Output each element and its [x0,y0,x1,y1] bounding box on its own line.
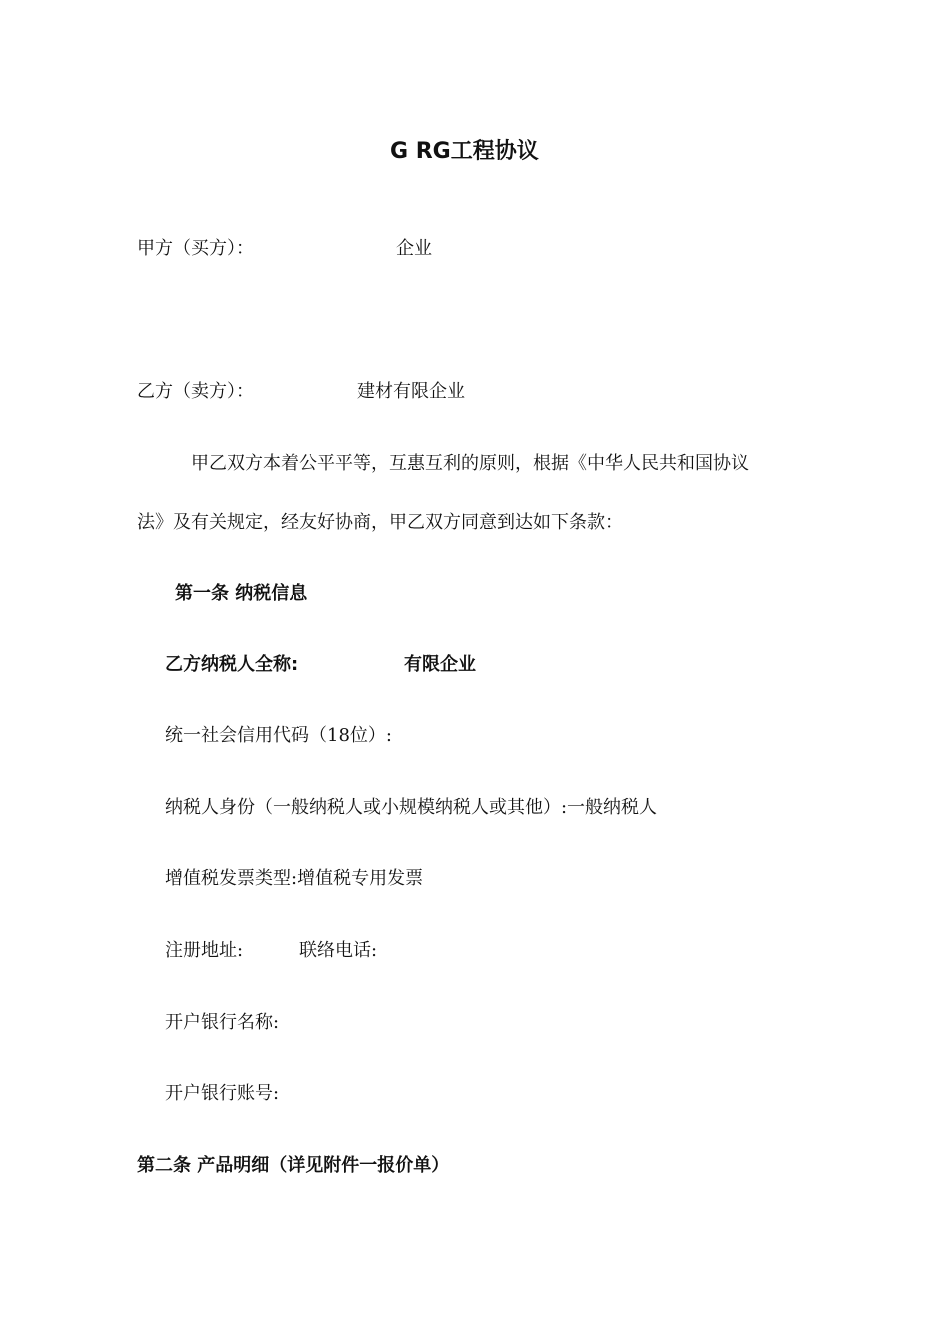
article-1-heading: 第一条 纳税信息 [175,583,308,604]
party-a-value: 企业 [396,238,432,259]
party-b-label: 乙方（卖方）： [137,381,254,402]
intro-line-2: 法》及有关规定，经友好协商，甲乙双方同意到达如下条款： [137,512,623,533]
invoice-type: 增值税发票类型:增值税专用发票 [165,868,424,889]
document-title: G RG工程协议 [390,139,539,164]
taxpayer-status: 纳税人身份（一般纳税人或小规模纳税人或其他）:一般纳税人 [165,797,658,818]
credit-code-label: 统一社会信用代码（18位）: [165,725,392,746]
taxpayer-name-value: 有限企业 [404,654,476,675]
bank-name-label: 开户银行名称: [165,1012,280,1033]
intro-line-1: 甲乙双方本着公平平等，互惠互利的原则，根据《中华人民共和国协议 [191,453,749,474]
taxpayer-name-label: 乙方纳税人全称: [165,654,299,675]
article-2-heading: 第二条 产品明细（详见附件一报价单） [137,1155,450,1176]
party-a-label: 甲方（买方）： [137,238,254,259]
address-label: 注册地址: [165,940,244,961]
phone-label: 联络电话: [299,940,378,961]
party-b-value: 建材有限企业 [357,381,465,402]
bank-account-label: 开户银行账号: [165,1083,280,1104]
